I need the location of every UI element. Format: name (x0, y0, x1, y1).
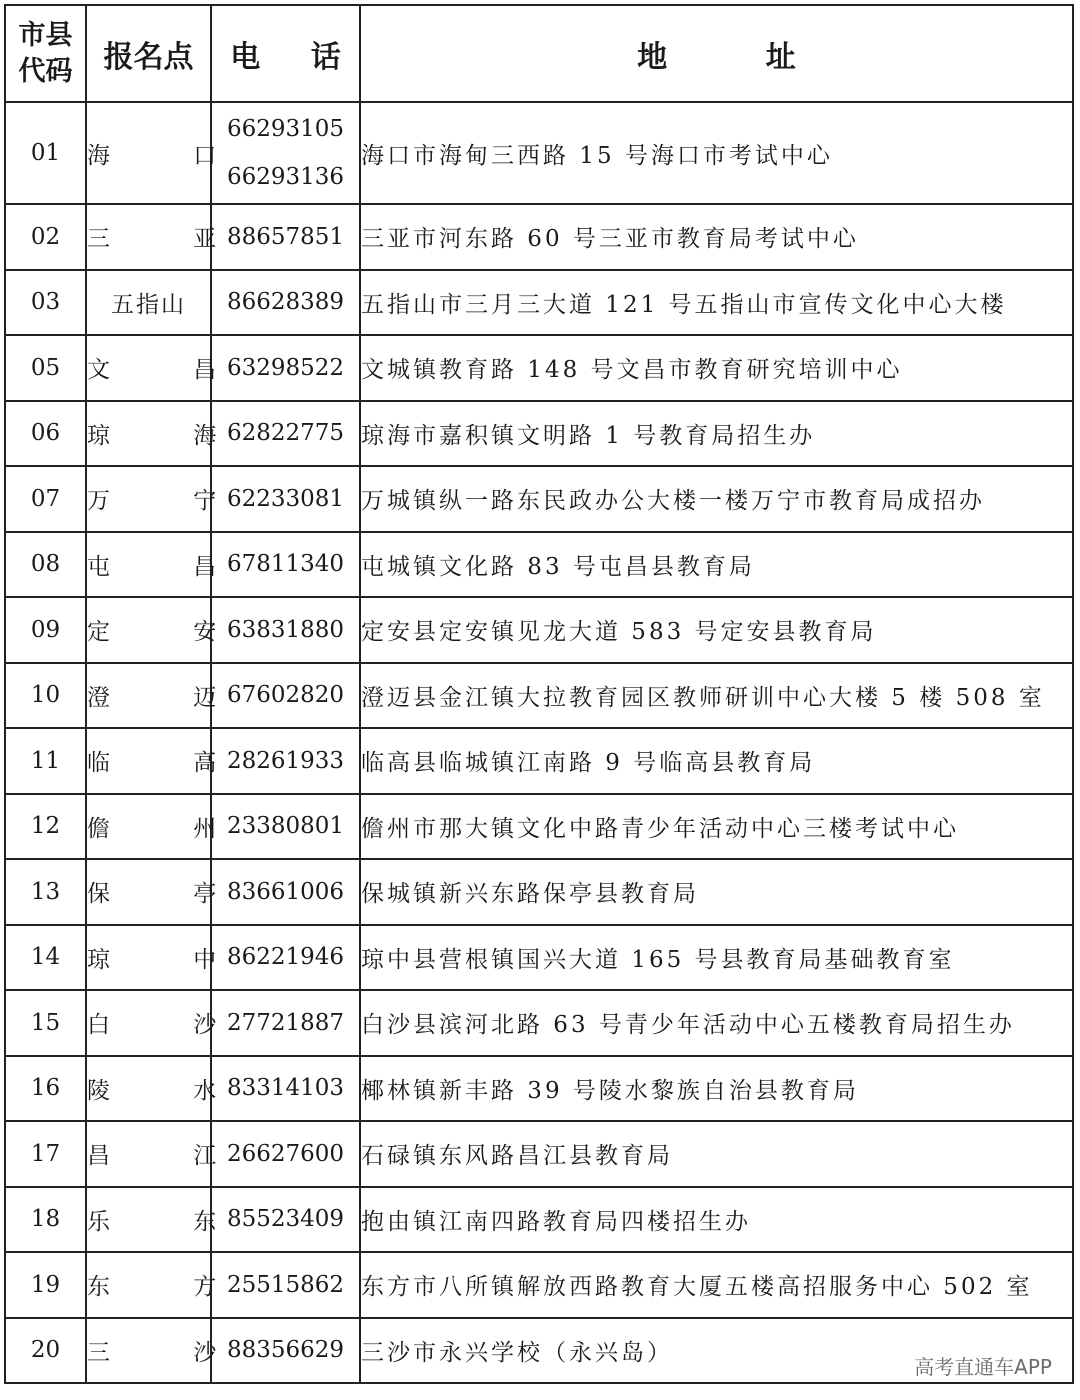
cell-code: 08 (5, 532, 86, 598)
cell-registration-site: 昌 江 (86, 1121, 211, 1187)
phone-number: 62233081 (226, 485, 345, 512)
cell-registration-site: 东 方 (86, 1252, 211, 1318)
header-code: 市县代码 (5, 5, 86, 102)
cell-code: 19 (5, 1252, 86, 1318)
cell-code: 01 (5, 102, 86, 204)
cell-code: 20 (5, 1318, 86, 1384)
cell-registration-site: 三 沙 (86, 1318, 211, 1384)
cell-code: 02 (5, 204, 86, 270)
cell-address: 保城镇新兴东路保亭县教育局 (360, 859, 1073, 925)
table-row (5, 466, 1073, 532)
cell-phone (211, 1121, 360, 1187)
cell-phone (211, 1056, 360, 1122)
cell-address: 三亚市河东路 60 号三亚市教育局考试中心 (360, 204, 1073, 270)
table-row (5, 1252, 1073, 1318)
table-row (5, 1056, 1073, 1122)
cell-address: 澄迈县金江镇大拉教育园区教师研训中心大楼 5 楼 508 室 (360, 663, 1073, 729)
phone-number: 23380801 (226, 813, 345, 840)
cell-phone (211, 990, 360, 1056)
phone-number: 86221946 (226, 944, 345, 971)
table-row (5, 401, 1073, 467)
header-address-label: 地 址 (637, 39, 840, 75)
cell-code: 10 (5, 663, 86, 729)
cell-registration-site: 定 安 (86, 597, 211, 663)
phone-number: 88657851 (226, 223, 345, 250)
cell-registration-site: 万 宁 (86, 466, 211, 532)
cell-phone (211, 663, 360, 729)
phone-number: 86628389 (226, 289, 345, 316)
cell-code: 05 (5, 335, 86, 401)
phone-number: 83661006 (226, 878, 345, 905)
cell-code: 14 (5, 925, 86, 991)
phone-number: 88356629 (226, 1337, 345, 1364)
header-phone-label: 电 话 (230, 39, 361, 75)
watermark: 高考直通车APP (914, 1355, 1052, 1379)
cell-phone (211, 859, 360, 925)
registration-table (4, 4, 1074, 1384)
cell-code: 11 (5, 728, 86, 794)
cell-phone (211, 335, 360, 401)
cell-registration-site: 临 高 (86, 728, 211, 794)
cell-phone (211, 102, 360, 204)
cell-address: 定安县定安镇见龙大道 583 号定安县教育局 (360, 597, 1073, 663)
cell-registration-site: 五指山 (86, 270, 211, 336)
cell-registration-site: 海 口 (86, 102, 211, 204)
cell-address: 五指山市三月三大道 121 号五指山市宣传文化中心大楼 (360, 270, 1073, 336)
cell-code: 17 (5, 1121, 86, 1187)
cell-code: 18 (5, 1187, 86, 1253)
cell-address: 儋州市那大镇文化中路青少年活动中心三楼考试中心 (360, 794, 1073, 860)
table-row (5, 204, 1073, 270)
cell-phone (211, 204, 360, 270)
phone-number: 66293136 (226, 164, 345, 190)
phone-number: 85523409 (226, 1206, 345, 1233)
phone-number: 28261933 (226, 747, 345, 774)
cell-registration-site: 三 亚 (86, 204, 211, 270)
cell-address: 白沙县滨河北路 63 号青少年活动中心五楼教育局招生办 (360, 990, 1073, 1056)
table-row (5, 270, 1073, 336)
cell-code: 16 (5, 1056, 86, 1122)
table-row (5, 859, 1073, 925)
cell-phone (211, 1187, 360, 1253)
cell-phone (211, 597, 360, 663)
cell-phone (211, 1318, 360, 1384)
phone-number: 67811340 (226, 551, 345, 578)
cell-address: 琼中县营根镇国兴大道 165 号县教育局基础教育室 (360, 925, 1073, 991)
phone-number: 67602820 (226, 682, 345, 709)
phone-number: 26627600 (226, 1140, 345, 1167)
cell-code: 06 (5, 401, 86, 467)
cell-address: 东方市八所镇解放西路教育大厦五楼高招服务中心 502 室 (360, 1252, 1073, 1318)
cell-registration-site: 屯 昌 (86, 532, 211, 598)
table-row (5, 663, 1073, 729)
cell-code: 03 (5, 270, 86, 336)
cell-code: 12 (5, 794, 86, 860)
table-row (5, 925, 1073, 991)
table-row (5, 102, 1073, 204)
table-row (5, 532, 1073, 598)
cell-registration-site: 儋 州 (86, 794, 211, 860)
cell-code: 09 (5, 597, 86, 663)
phone-number: 63298522 (226, 354, 345, 381)
cell-phone (211, 270, 360, 336)
cell-registration-site: 保 亭 (86, 859, 211, 925)
cell-code: 07 (5, 466, 86, 532)
header-phone (211, 5, 360, 102)
table-row (5, 335, 1073, 401)
cell-registration-site: 琼 海 (86, 401, 211, 467)
cell-phone (211, 401, 360, 467)
table-row (5, 597, 1073, 663)
cell-phone (211, 728, 360, 794)
phone-number: 83314103 (226, 1075, 345, 1102)
cell-phone (211, 794, 360, 860)
phone-number: 66293105 (226, 116, 345, 142)
header-address (360, 5, 1073, 102)
phone-number: 62822775 (226, 420, 345, 447)
cell-address: 临高县临城镇江南路 9 号临高县教育局 (360, 728, 1073, 794)
cell-phone (211, 925, 360, 991)
cell-code: 13 (5, 859, 86, 925)
table-row (5, 1121, 1073, 1187)
cell-address: 屯城镇文化路 83 号屯昌县教育局 (360, 532, 1073, 598)
phone-number: 25515862 (226, 1271, 345, 1298)
cell-address: 文城镇教育路 148 号文昌市教育研究培训中心 (360, 335, 1073, 401)
cell-address: 抱由镇江南四路教育局四楼招生办 (360, 1187, 1073, 1253)
cell-address: 琼海市嘉积镇文明路 1 号教育局招生办 (360, 401, 1073, 467)
cell-registration-site: 陵 水 (86, 1056, 211, 1122)
cell-phone (211, 466, 360, 532)
table-row (5, 1187, 1073, 1253)
table-header (5, 5, 1073, 102)
cell-address: 石碌镇东风路昌江县教育局 (360, 1121, 1073, 1187)
cell-registration-site: 澄 迈 (86, 663, 211, 729)
phone-number: 63831880 (226, 616, 345, 643)
cell-phone (211, 532, 360, 598)
cell-registration-site: 乐 东 (86, 1187, 211, 1253)
header-name: 报名点 (86, 5, 211, 102)
cell-address: 椰林镇新丰路 39 号陵水黎族自治县教育局 (360, 1056, 1073, 1122)
phone-number: 27721887 (226, 1009, 345, 1036)
table-row (5, 794, 1073, 860)
header-row (5, 5, 1073, 102)
cell-registration-site: 白 沙 (86, 990, 211, 1056)
cell-address: 三沙市永兴学校（永兴岛） (360, 1318, 1073, 1384)
cell-phone (211, 1252, 360, 1318)
cell-code: 15 (5, 990, 86, 1056)
table-body (5, 102, 1073, 1383)
cell-address: 万城镇纵一路东民政办公大楼一楼万宁市教育局成招办 (360, 466, 1073, 532)
cell-registration-site: 文 昌 (86, 335, 211, 401)
table-row (5, 1318, 1073, 1384)
cell-address: 海口市海甸三西路 15 号海口市考试中心 (360, 102, 1073, 204)
table-row (5, 728, 1073, 794)
table-row (5, 990, 1073, 1056)
cell-registration-site: 琼 中 (86, 925, 211, 991)
